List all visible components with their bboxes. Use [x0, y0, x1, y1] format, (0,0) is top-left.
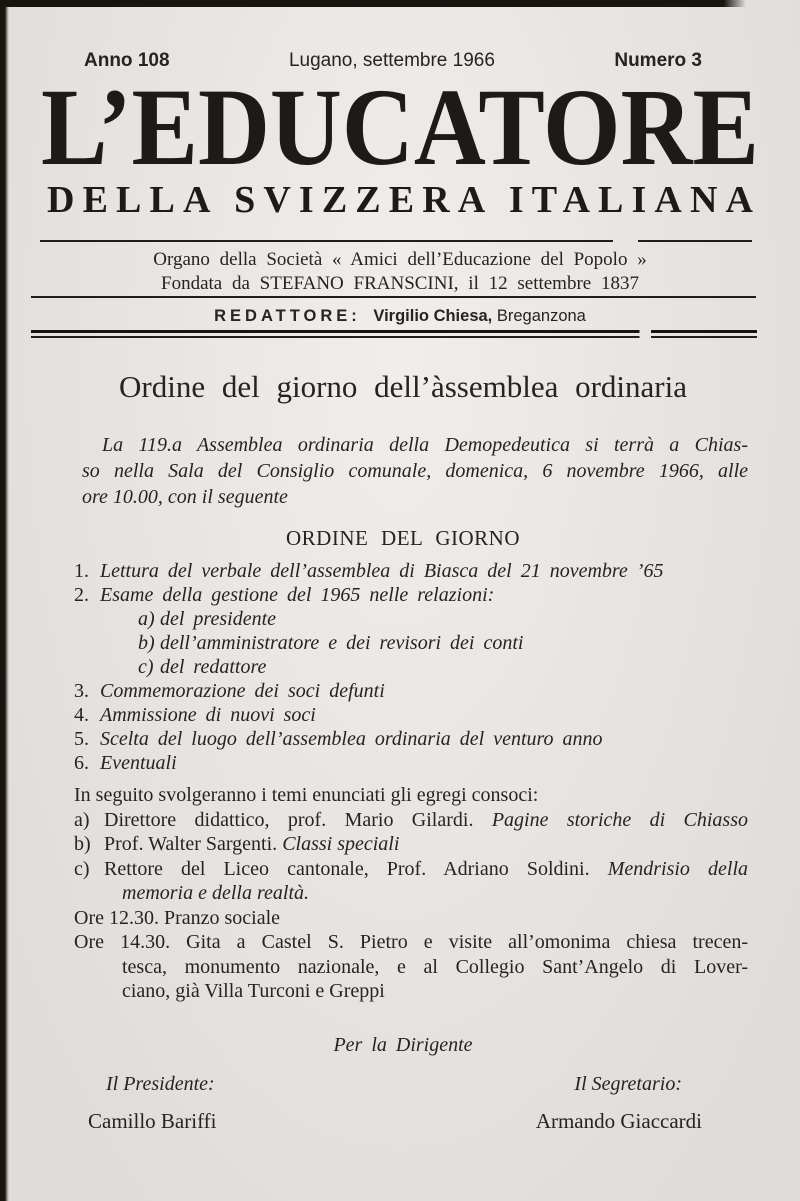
temi-talk-title-continued: memoria e della realtà.	[122, 882, 310, 904]
redattore-name: Virgilio Chiesa,	[373, 307, 493, 325]
temi-speaker: Direttore didattico, prof. Mario Gilardi.	[104, 808, 474, 831]
agenda-item-text: Lettura del verbale dell’assemblea di Biasca del 21 novembre ’65	[100, 560, 664, 582]
agenda-item-marker: 5.	[74, 728, 89, 750]
signature-names-row	[58, 1109, 748, 1134]
agenda-item	[74, 751, 748, 775]
agenda-subitem-marker: a)	[138, 608, 155, 630]
temi-item-marker: a)	[74, 808, 90, 831]
masthead-subtitle-svg	[0, 180, 800, 224]
article-title: Ordine del giorno dell’àssemblea ordinaria	[119, 369, 687, 404]
agenda-item	[74, 679, 748, 703]
agenda-subitem-marker: c)	[138, 656, 154, 678]
masthead-title-svg	[0, 76, 800, 176]
agenda-item	[74, 583, 748, 607]
issue-date: Lugano, settembre 1966	[288, 50, 495, 71]
double-rule-thin	[31, 336, 757, 338]
organo-line-2: Fondata da STEFANO FRANSCINI, il 12 settembre 1837	[161, 273, 639, 294]
organo-line-1: Organo della Società « Amici dell’Educazione del Popolo »	[153, 249, 647, 270]
temi-item-marker: c)	[74, 857, 90, 880]
intro-line: ore 10.00, con il seguente	[82, 486, 288, 508]
agenda-item-marker: 2.	[74, 584, 89, 606]
agenda-subitem-text: del presidente	[160, 608, 277, 630]
agenda-subitem-marker: b)	[138, 632, 155, 654]
temi-section	[74, 783, 748, 906]
temi-talk-title: Mendrisio della	[607, 857, 749, 880]
agenda-subitem	[138, 631, 748, 655]
agenda-item-marker: 3.	[74, 680, 89, 702]
divider-rule-middle	[31, 296, 756, 298]
double-rule-thick	[31, 330, 757, 333]
redattore-place: Breganzona	[496, 307, 586, 325]
secretary-name: Armando Giaccardi	[535, 1108, 702, 1133]
agenda-subitem-text: del redattore	[160, 656, 267, 678]
article	[0, 362, 800, 1134]
masthead-title: L’EDUCATORE	[41, 76, 759, 176]
president-name: Camillo Bariffi	[88, 1108, 217, 1133]
agenda-list	[74, 559, 748, 775]
temi-talk-title: Classi speciali	[282, 833, 400, 855]
agenda-item	[74, 703, 748, 727]
issue-info-row	[0, 50, 800, 72]
issue-number: Numero 3	[614, 50, 702, 71]
issue-year: Anno 108	[84, 50, 170, 71]
signature-labels-row	[58, 1073, 748, 1096]
redattore-label: REDATTORE:	[214, 307, 361, 325]
scan-edge-top	[0, 0, 746, 7]
temi-item-body	[104, 857, 748, 882]
temi-item-marker: b)	[74, 833, 91, 855]
agenda-item-text: Eventuali	[100, 752, 177, 774]
agenda-item-marker: 1.	[74, 560, 89, 582]
agenda-subitem	[138, 607, 748, 631]
temi-speaker: Rettore del Liceo cantonale, Prof. Adriano Soldini.	[104, 857, 590, 880]
agenda-item-text: Commemorazione dei soci defunti	[100, 680, 385, 702]
agenda-subitem-text: dell’amministratore e dei revisori dei conti	[160, 632, 524, 654]
secretary-label: Il Segretario:	[574, 1072, 682, 1095]
temi-speaker: Prof. Walter Sargenti.	[104, 833, 278, 855]
temi-intro: In seguito svolgeranno i temi enunciati gli egregi consoci:	[74, 784, 539, 806]
schedule-lunch: Ore 12.30. Pranzo sociale	[74, 906, 281, 929]
intro-paragraph	[82, 432, 748, 510]
president-label: Il Presidente:	[106, 1072, 215, 1095]
intro-line: La 119.a Assemblea ordinaria della Demopedeutica si terrà a Chias-	[102, 434, 748, 456]
agenda-subitem	[138, 655, 748, 679]
temi-item-body	[104, 808, 748, 833]
temi-item	[74, 808, 748, 833]
redattore-line	[0, 307, 800, 326]
agenda-item-text: Ammissione di nuovi soci	[100, 704, 316, 726]
temi-item-body	[104, 832, 748, 857]
masthead-subtitle: DELLA SVIZZERA ITALIANA	[47, 180, 753, 221]
agenda-item-text: Scelta del luogo dell’assemblea ordinaria del venturo anno	[100, 728, 603, 750]
divider-rule-top	[40, 240, 752, 242]
per-la-dirigente: Per la Dirigente	[333, 1033, 473, 1056]
temi-item	[74, 857, 748, 882]
agenda-item	[74, 727, 748, 751]
agenda-item-marker: 6.	[74, 752, 89, 774]
agenda-item	[74, 559, 748, 583]
agenda-item-marker: 4.	[74, 704, 89, 726]
schedule-trip-line: ciano, già Villa Turconi e Greppi	[122, 980, 385, 1002]
agenda-item-text: Esame della gestione del 1965 nelle relazioni:	[100, 584, 495, 606]
schedule-trip-line: tesca, monumento nazionale, e al Collegio Sant’Angelo di Lover-	[122, 955, 748, 978]
schedule-section	[74, 906, 748, 1004]
temi-talk-title: Pagine storiche di Chiasso	[491, 808, 748, 831]
agenda-heading: ORDINE DEL GIORNO	[285, 526, 521, 550]
intro-line: so nella Sala del Consiglio comunale, domenica, 6 novembre 1966, alle	[82, 460, 748, 482]
schedule-trip-line: Ore 14.30. Gita a Castel S. Pietro e visite all’omonima chiesa trecen-	[74, 931, 748, 953]
temi-item	[74, 832, 748, 857]
